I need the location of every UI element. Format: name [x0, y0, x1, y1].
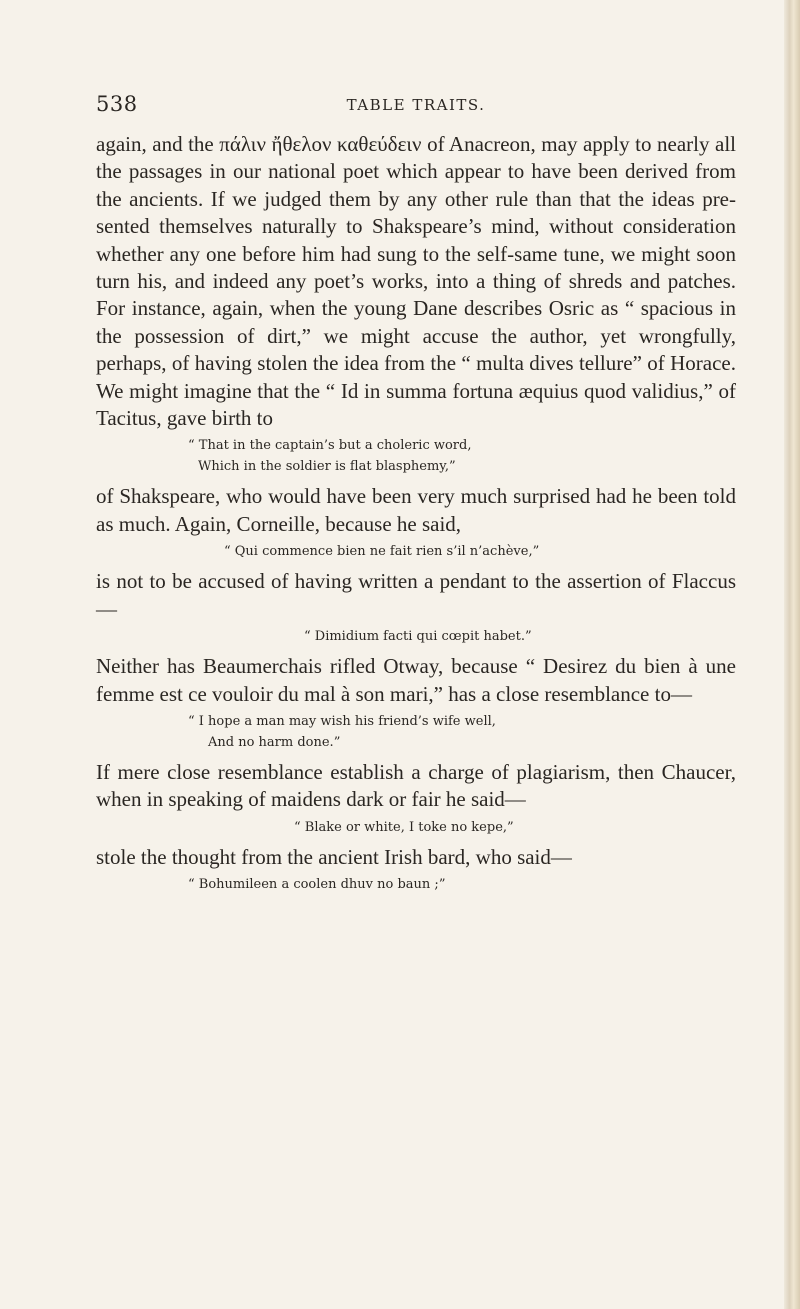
- paragraph: of Shakspeare, who would have been very much surprised had he been told as much. Again, Corneille, because he said,: [96, 484, 736, 536]
- quote-line: “ Qui commence bien ne fait rien s’il n’achève,”: [224, 544, 540, 560]
- quote-line: And no harm done.”: [208, 734, 341, 750]
- block-quote: [96, 874, 736, 895]
- page-header: [96, 92, 736, 116]
- block-quote: [96, 626, 736, 647]
- quote-line: “ Blake or white, I toke no kepe,”: [294, 819, 514, 835]
- paragraph: stole the thought from the ancient Irish bard, who said—: [96, 844, 572, 869]
- quote-line: “ That in the captain’s but a choleric word,: [188, 438, 472, 454]
- quote-line: “ Dimidium facti qui cœpit habet.”: [304, 629, 532, 645]
- block-quote: [96, 435, 736, 477]
- block-quote: [96, 817, 736, 838]
- quote-line: Which in the soldier is flat blasphemy,”: [198, 459, 456, 475]
- quote-line: “ Bohumileen a coolen dhuv no baun ;”: [188, 877, 446, 893]
- block-quote: [96, 711, 736, 753]
- page-number: 538: [96, 92, 138, 116]
- body-text: [96, 131, 736, 901]
- paragraph: If mere close resemblance establish a charge of plagiarism, then Chaucer, when in speaking of maidens dark or fair he said—: [96, 759, 736, 812]
- quote-line: “ I hope a man may wish his friend’s wife well,: [188, 713, 496, 729]
- paragraph: is not to be accused of having written a pendant to the assertion of Flaccus—: [96, 569, 736, 621]
- paragraph: again, and the πάλιν ἤθελον καθεύδειν of Anacreon, may apply to nearly all the passages in our national poet which appear to have been derived from the ancients. If we judged them by any other rule than that the ideas pre-sented themselves naturally to Shakspeare’s mind, without consideration whether any one before him had sung to the self-same tune, we might soon turn his, and indeed any poet’s works, into a thing of shreds and patches. For instance, again, when the young Dane describes Osric as “ spacious in the possession of dirt,” we might accuse the author, yet wrongfully, perhaps, of having stolen the idea from the “ multa dives tellure” of Horace. We might imagine that the “ Id in summa fortuna æquius quod validius,” of Tacitus, gave birth to: [96, 132, 736, 431]
- block-quote: [96, 541, 736, 562]
- page-edge: [784, 0, 800, 1309]
- paragraph: Neither has Beaumerchais rifled Otway, because “ Desirez du bien à une femme est ce vouloir du mal à son mari,” has a close resemblance to—: [96, 654, 736, 706]
- running-head: TABLE TRAITS.: [346, 96, 486, 114]
